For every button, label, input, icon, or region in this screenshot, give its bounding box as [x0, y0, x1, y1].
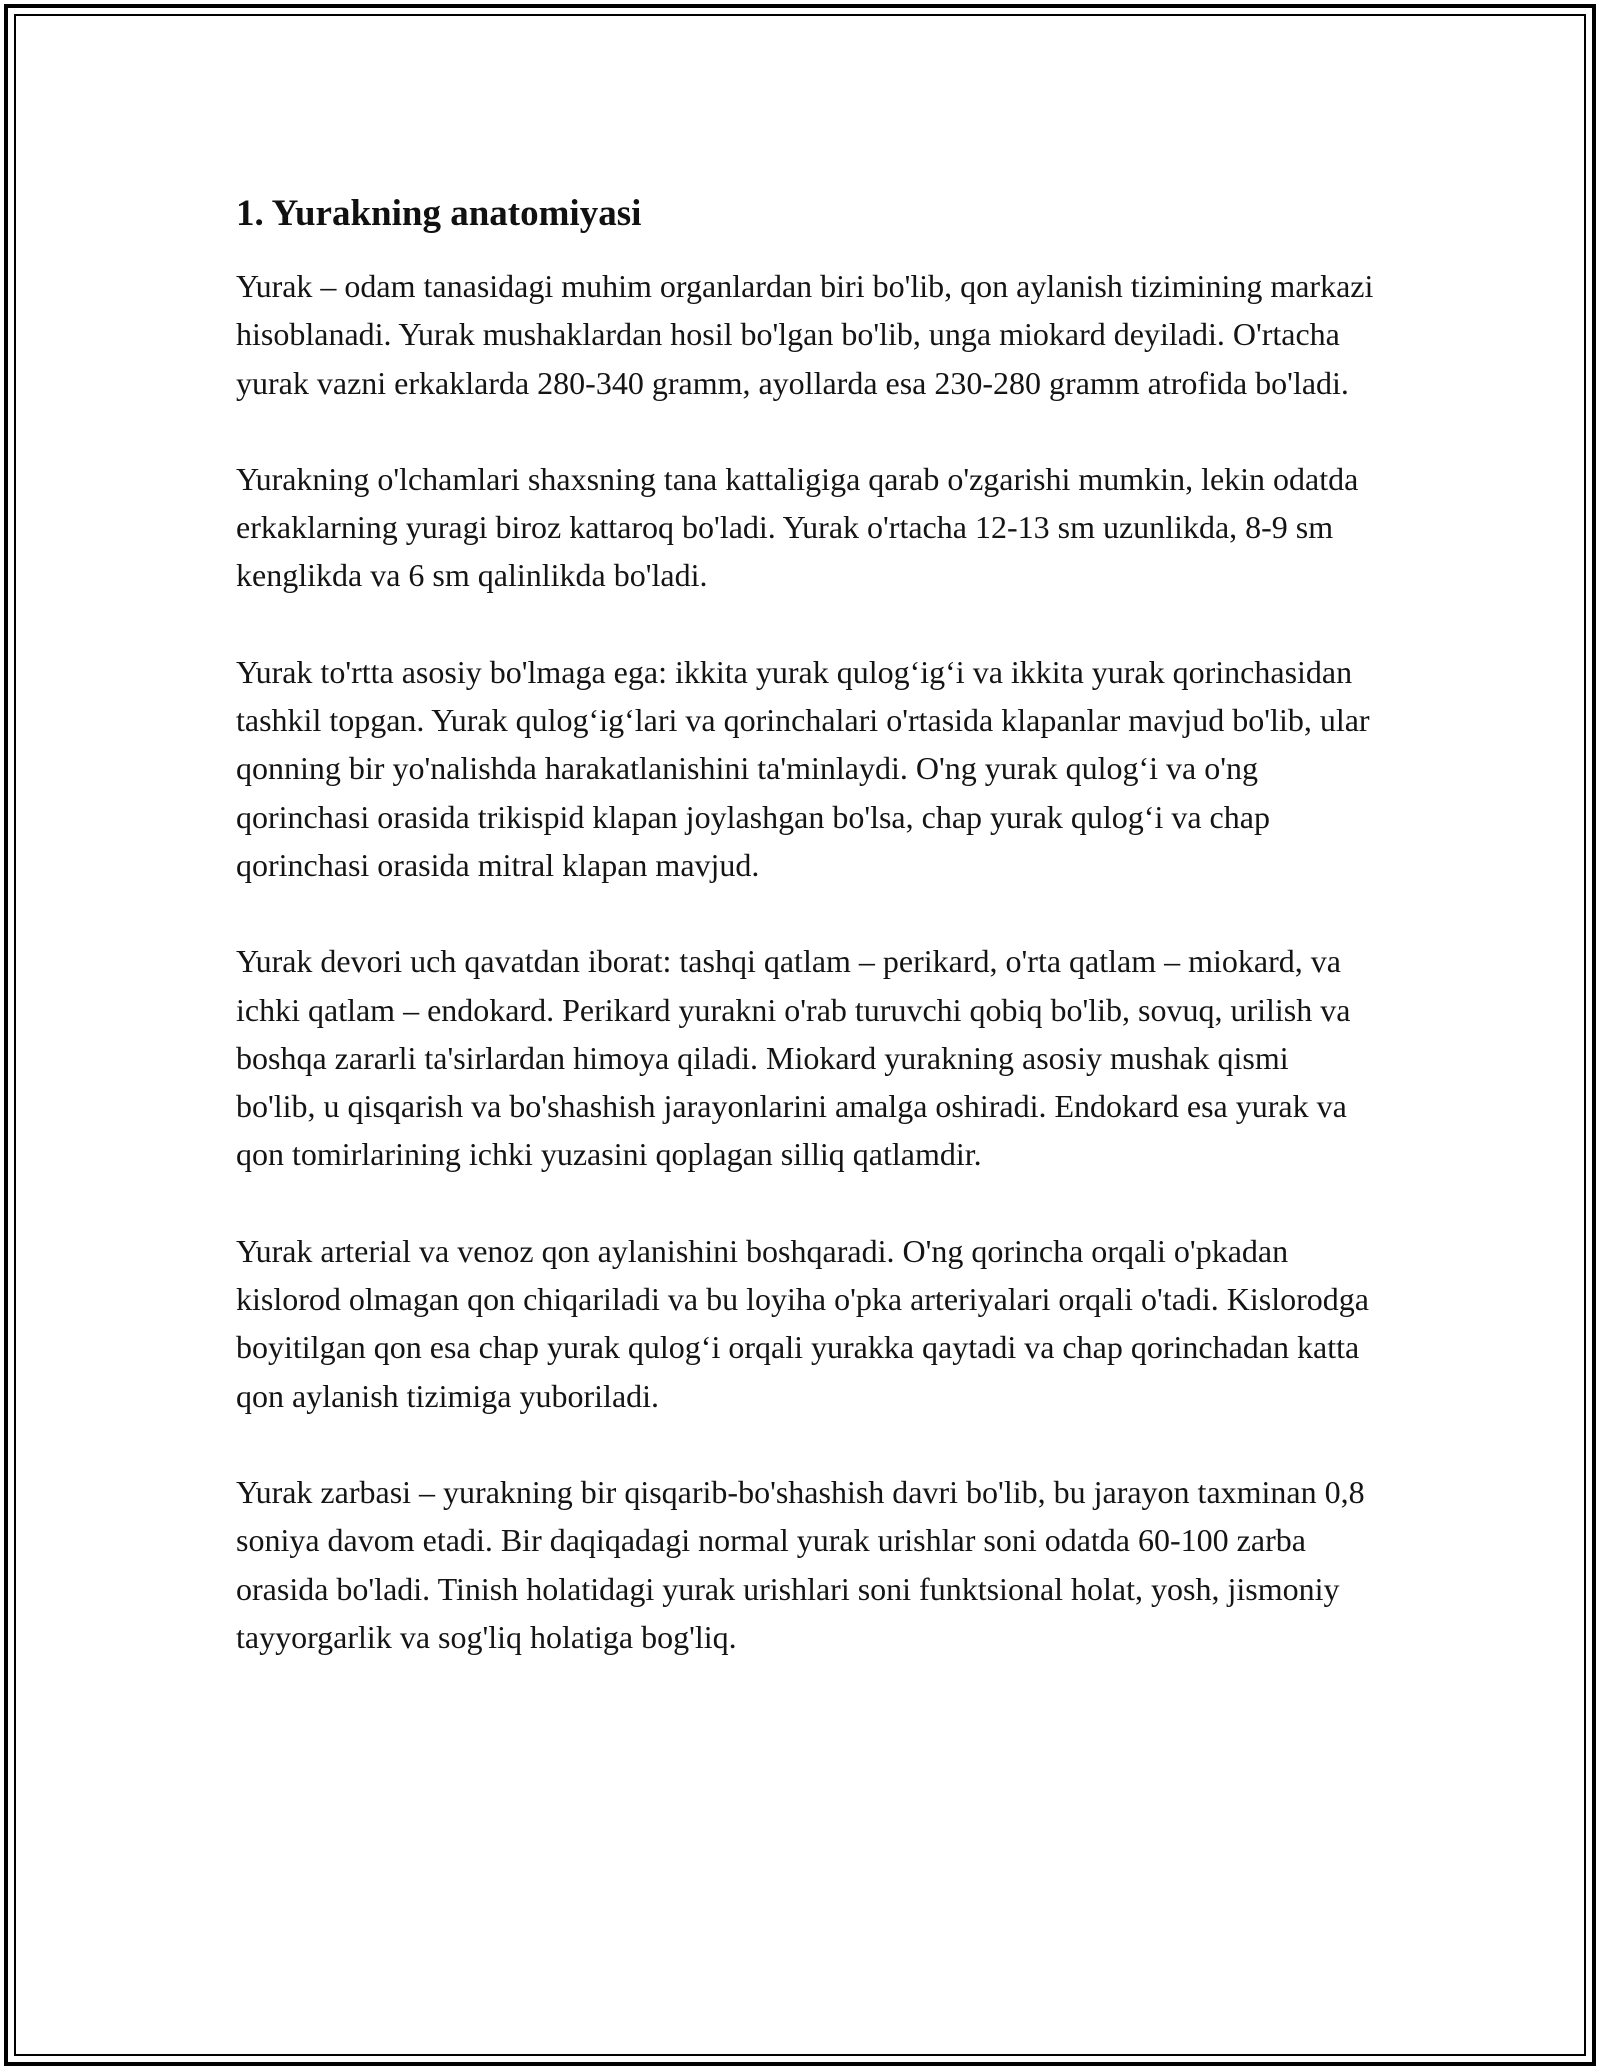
paragraph-3: Yurak to'rtta asosiy bo'lmaga ega: ikkita yurak qulogʻigʻi va ikkita yurak qorinchasidan tashkil topgan. Yurak qulogʻigʻlari va qorinchalari o'rtasida klapanlar mavjud bo'lib, ular qonning bir yo'nalishda harakatlanishini ta'minlaydi. O'ng yurak qulogʻi va o'ng qorinchasi orasida trikispid klapan joylashgan bo'lsa, chap yurak qulogʻi va chap qorinchasi orasida mitral klapan mavjud.	[236, 653, 1370, 883]
paragraph-6: Yurak zarbasi – yurakning bir qisqarib-bo'shashish davri bo'lib, bu jarayon taxminan 0,8 soniya davom etadi. Bir daqiqadagi normal yurak urishlar soni odatda 60-100 zarba orasida bo'ladi. Tinish holatidagi yurak urishlari soni funktsional holat, yosh, jismoniy tayyorgarlik va sog'liq holatiga bog'liq.	[236, 1473, 1365, 1655]
paragraph-5: Yurak arterial va venoz qon aylanishini boshqaradi. O'ng qorincha orqali o'pkadan kislorod olmagan qon chiqariladi va bu loyiha o'pka arteriyalari orqali o'tadi. Kislorodga boyitilgan qon esa chap yurak qulogʻi orqali yurakka qaytadi va chap qorinchadan katta qon aylanish tizimiga yuboriladi.	[236, 1232, 1369, 1414]
paragraph-2: Yurakning o'lchamlari shaxsning tana kattaligiga qarab o'zgarishi mumkin, lekin odatda erkaklarning yuragi biroz kattaroq bo'ladi. Yurak o'rtacha 12-13 sm uzunlikda, 8-9 sm kenglikda va 6 sm qalinlikda bo'ladi.	[236, 460, 1359, 594]
section-heading: 1. Yurakning anatomiyasi	[236, 193, 642, 234]
paragraph-1: Yurak – odam tanasidagi muhim organlardan biri bo'lib, qon aylanish tizimining markazi hisoblanadi. Yurak mushaklardan hosil bo'lgan bo'lib, unga miokard deyiladi. O'rtacha yurak vazni erkaklarda 280-340 gramm, ayollarda esa 230-280 gramm atrofida bo'ladi.	[236, 268, 1374, 401]
paragraph-4: Yurak devori uch qavatdan iborat: tashqi qatlam – perikard, o'rta qatlam – miokard, va ichki qatlam – endokard. Perikard yurakni o'rab turuvchi qobiq bo'lib, sovuq, urilish va boshqa zararli ta'sirlardan himoya qiladi. Miokard yurakning asosiy mushak qismi bo'lib, u qisqarish va bo'shashish jarayonlarini amalga oshiradi. Endokard esa yurak va qon tomirlarining ichki yuzasini qoplagan silliq qatlamdir.	[236, 943, 1351, 1173]
document-body	[236, 186, 1376, 1709]
